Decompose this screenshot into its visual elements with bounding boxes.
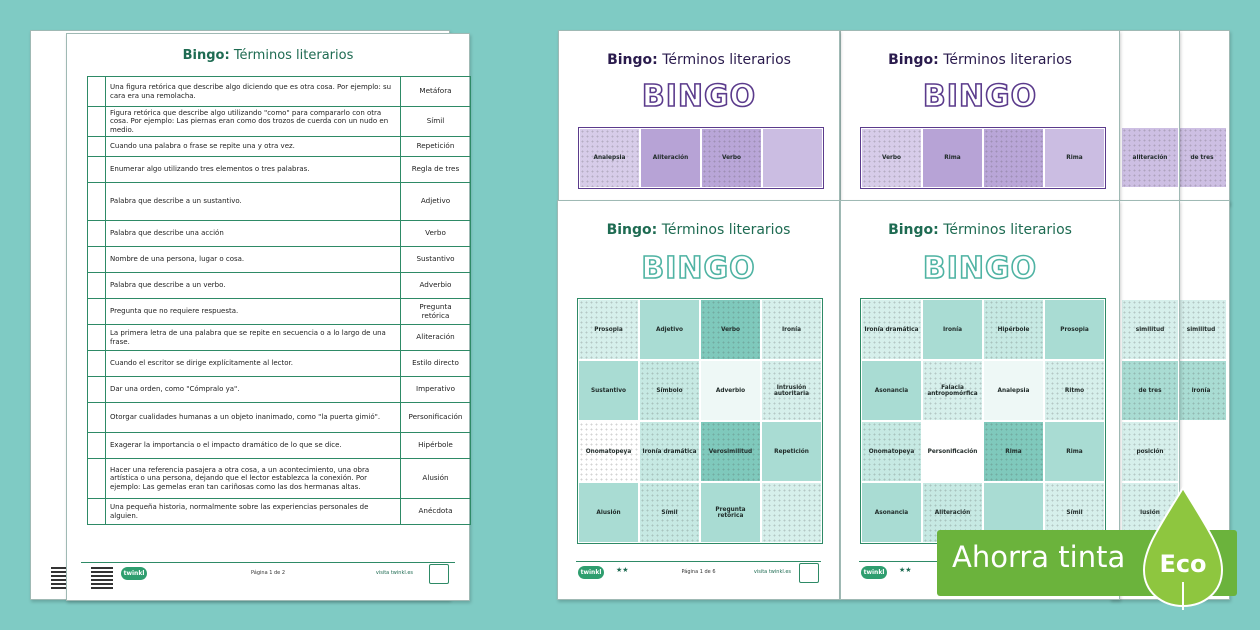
bingo-cell: Rima	[922, 128, 983, 188]
table-row	[88, 403, 471, 433]
bingo-heading: BINGO	[641, 251, 756, 286]
table-row	[88, 107, 471, 137]
term-cell: Pregunta retórica	[401, 299, 471, 325]
row-number-cell	[88, 499, 106, 525]
bingo-grid	[578, 127, 824, 189]
definition-cell: Enumerar algo utilizando tres elementos o tres palabras.	[106, 157, 401, 183]
peek-column	[1175, 299, 1227, 421]
definition-cell: Exagerar la importancia o el impacto dramático de lo que se dice.	[106, 433, 401, 459]
table-row	[88, 325, 471, 351]
bingo-cell-peek: posición	[1121, 421, 1179, 482]
term-cell: Hipérbole	[401, 433, 471, 459]
row-number-cell	[88, 433, 106, 459]
row-number-cell	[88, 183, 106, 221]
table-row	[88, 157, 471, 183]
bingo-cell: Falacia antropomórfica	[922, 360, 983, 421]
table-row	[88, 273, 471, 299]
row-number-cell	[88, 157, 106, 183]
row-number-cell	[88, 77, 106, 107]
bingo-cell: Ironía	[922, 299, 983, 360]
bingo-heading: BINGO	[922, 79, 1038, 114]
table-row	[88, 221, 471, 247]
definition-cell: Hacer una referencia pasajera a otra cosa, a un acontecimiento, una obra artística o una persona, dejando que el lector establezca la conexión. Por ejemplo: Las gemelas eran tan cariñosas como las dos hermanas altas.	[106, 459, 401, 499]
definition-cell: Pregunta que no requiere respuesta.	[106, 299, 401, 325]
stars-icon: ★★	[616, 566, 629, 574]
row-number-cell	[88, 107, 106, 137]
bingo-cell: Ironía	[761, 299, 822, 360]
term-cell: Metáfora	[401, 77, 471, 107]
definition-cell: Una pequeña historia, normalmente sobre las experiencias personales de alguien.	[106, 499, 401, 525]
title-bold: Bingo:	[182, 48, 230, 63]
table-row	[88, 499, 471, 525]
definition-cell: Cuando una palabra o frase se repite una y otra vez.	[106, 137, 401, 157]
term-cell: Adjetivo	[401, 183, 471, 221]
bingo-cell-peek: de tres	[1121, 360, 1179, 421]
table-row	[88, 351, 471, 377]
bingo-cell: Rima	[983, 421, 1044, 482]
bingo-cell: Símbolo	[639, 360, 700, 421]
bingo-cell	[762, 128, 823, 188]
table-row	[88, 377, 471, 403]
bingo-cell: Alusión	[578, 482, 639, 543]
bingo-cell: Onomatopeya	[861, 421, 922, 482]
vocabulary-list-page	[66, 33, 470, 601]
term-cell: Símil	[401, 107, 471, 137]
title-rest: Términos literarios	[233, 48, 354, 63]
table-row	[88, 137, 471, 157]
bingo-heading: BINGO	[641, 79, 757, 114]
row-number-cell	[88, 377, 106, 403]
table-row	[88, 247, 471, 273]
twinkl-logo: twinkl	[578, 566, 604, 579]
row-number-cell	[88, 325, 106, 351]
bingo-cell: Sustantivo	[578, 360, 639, 421]
bingo-cell-peek: lusión	[1121, 482, 1179, 543]
purple-bingo-card-b	[840, 30, 1120, 205]
quality-badge-icon	[799, 563, 819, 583]
bingo-cell: Verbo	[701, 128, 762, 188]
bingo-heading: BINGO	[922, 251, 1038, 286]
bingo-card-title: Bingo: Términos literarios	[606, 222, 791, 238]
row-number-cell	[88, 299, 106, 325]
bingo-cell: Asonancia	[861, 360, 922, 421]
bingo-cell-peek: ironía	[1175, 360, 1227, 421]
bingo-grid	[860, 298, 1106, 544]
bingo-card-title: Bingo: Términos literarios	[607, 52, 791, 68]
bingo-cell: Ironía dramática	[639, 421, 700, 482]
row-number-cell	[88, 247, 106, 273]
term-cell: Regla de tres	[401, 157, 471, 183]
bingo-cell: Aliteración	[922, 482, 983, 543]
bingo-cell: Pregunta retórica	[700, 482, 761, 543]
bingo-cell: Ironía dramática	[861, 299, 922, 360]
bingo-cell: Rima	[1044, 421, 1105, 482]
bingo-cell: Símil	[639, 482, 700, 543]
row-number-cell	[88, 273, 106, 299]
bingo-cell-peek: similitud	[1121, 299, 1179, 360]
bingo-cell	[761, 482, 822, 543]
term-cell: Anécdota	[401, 499, 471, 525]
row-number-cell	[88, 221, 106, 247]
bingo-cell: Ritmo	[1044, 360, 1105, 421]
eco-badge-text: Eco	[1159, 550, 1207, 578]
table-row	[88, 459, 471, 499]
definition-cell: La primera letra de una palabra que se repite en secuencia o a lo largo de una frase.	[106, 325, 401, 351]
bingo-card-title: Bingo: Términos literarios	[888, 52, 1072, 68]
row-number-cell	[88, 351, 106, 377]
bingo-cell: Verbo	[700, 299, 761, 360]
row-number-cell	[88, 403, 106, 433]
twinkl-logo: twinkl	[121, 567, 147, 580]
term-cell: Sustantivo	[401, 247, 471, 273]
teal-bingo-card-a	[557, 200, 840, 600]
bingo-card-title: Bingo: Términos literarios	[888, 222, 1072, 238]
bingo-cell: Asonancia	[861, 482, 922, 543]
term-cell: Adverbio	[401, 273, 471, 299]
term-cell: Verbo	[401, 221, 471, 247]
purple-bingo-card-a	[558, 30, 840, 205]
bingo-cell: Verbo	[861, 128, 922, 188]
bingo-cell: Rima	[1044, 128, 1105, 188]
page-number: Página 1 de 6	[681, 569, 716, 575]
table-row	[88, 77, 471, 107]
bingo-cell: Aliteración	[640, 128, 701, 188]
footer-url: visita twinkl.es	[375, 570, 413, 576]
bingo-grid	[577, 298, 823, 544]
bingo-cell: Personificación	[922, 421, 983, 482]
page-footer	[81, 562, 455, 592]
table-row	[88, 433, 471, 459]
bingo-cell: Prosopia	[1044, 299, 1105, 360]
table-row	[88, 299, 471, 325]
page-footer	[576, 561, 821, 591]
leaf-icon	[1140, 486, 1226, 610]
definition-cell: Figura retórica que describe algo utilizando "como" para compararlo con otra cosa. Por ejemplo: Las piernas eran como dos trozos de cuerda con un nudo en medio.	[106, 107, 401, 137]
bingo-cell: Símil	[1044, 482, 1105, 543]
bingo-cell: Adverbio	[700, 360, 761, 421]
bingo-cell: Verosimilitud	[700, 421, 761, 482]
definitions-table	[87, 76, 471, 525]
definition-cell: Otorgar cualidades humanas a un objeto inanimado, como "la puerta gimió".	[106, 403, 401, 433]
bingo-cell: Hipérbole	[983, 299, 1044, 360]
table-row	[88, 183, 471, 221]
term-cell: Alusión	[401, 459, 471, 499]
row-number-cell	[88, 459, 106, 499]
bingo-cell: Analepsia	[579, 128, 640, 188]
bingo-grid	[860, 127, 1106, 189]
term-cell: Aliteración	[401, 325, 471, 351]
footer-url: visita twinkl.es	[753, 569, 791, 575]
bingo-cell: Intrusión autoritaria	[761, 360, 822, 421]
bingo-cell: Adjetivo	[639, 299, 700, 360]
definition-cell: Una figura retórica que describe algo diciendo que es otra cosa. Por ejemplo: su cara era una remolacha.	[106, 77, 401, 107]
page-number: Página 1 de 2	[250, 570, 286, 576]
stars-icon: ★★	[899, 566, 912, 574]
row-number-cell	[88, 137, 106, 157]
page-title	[67, 48, 469, 63]
term-cell: Personificación	[401, 403, 471, 433]
twinkl-logo: twinkl	[861, 566, 887, 579]
term-cell: Estilo directo	[401, 351, 471, 377]
definition-cell: Nombre de una persona, lugar o cosa.	[106, 247, 401, 273]
quality-badge-icon	[429, 564, 449, 584]
eco-banner-text: Ahorra tinta	[952, 540, 1126, 574]
definition-cell: Palabra que describe a un sustantivo.	[106, 183, 401, 221]
term-cell: Repetición	[401, 137, 471, 157]
bingo-cell	[983, 128, 1044, 188]
definition-cell: Palabra que describe una acción	[106, 221, 401, 247]
definition-cell: Cuando el escritor se dirige explícitamente al lector.	[106, 351, 401, 377]
term-cell: Imperativo	[401, 377, 471, 403]
definition-cell: Palabra que describe a un verbo.	[106, 273, 401, 299]
bingo-cell: Analepsia	[983, 360, 1044, 421]
bingo-cell-peek: similitud	[1175, 299, 1227, 360]
definition-cell: Dar una orden, como "Cómpralo ya".	[106, 377, 401, 403]
bingo-cell: Prosopia	[578, 299, 639, 360]
bingo-cell: Repetición	[761, 421, 822, 482]
bingo-cell: Onomatopeya	[578, 421, 639, 482]
bingo-cell-peek: aliteración	[1121, 127, 1179, 188]
bingo-cell-peek: de tres	[1177, 127, 1227, 188]
